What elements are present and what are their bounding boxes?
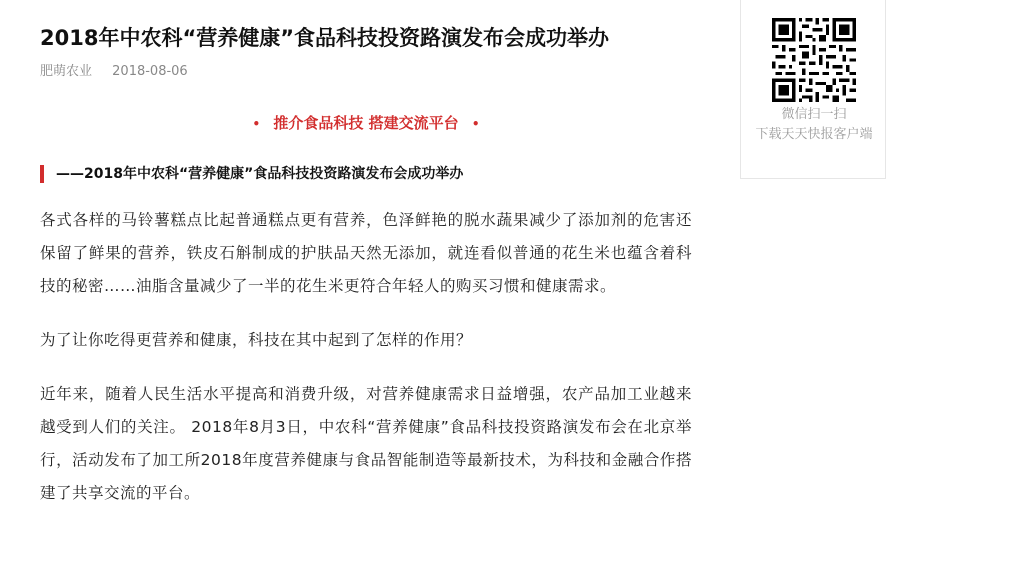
article-highlight xyxy=(40,112,692,134)
highlight-text: 推介食品科技 搭建交流平台 xyxy=(273,114,459,132)
bullet-dot-right: • xyxy=(471,117,480,131)
article-subheading xyxy=(40,164,692,184)
qr-download-panel xyxy=(740,0,886,179)
article-source[interactable]: 肥萌农业 xyxy=(40,64,93,79)
subheading-text: ——2018年中农科“营养健康”食品科技投资路演发布会成功举办 xyxy=(56,166,464,182)
article xyxy=(40,22,692,510)
article-date: 2018-08-06 xyxy=(112,64,188,79)
subheading-accent-bar xyxy=(40,165,44,183)
article-paragraph-1: 各式各样的马铃薯糕点比起普通糕点更有营养，色泽鲜艳的脱水蔬果减少了添加剂的危害还保留了鲜果的营养，铁皮石斛制成的护肤品天然无添加，就连看似普通的花生米也蕴含着科技的秘密……油脂含量减少了一半的花生米更符合年轻人的购买习惯和健康需求。 xyxy=(40,211,692,295)
article-paragraph-2: 为了让你吃得更营养和健康，科技在其中起到了怎样的作用？ xyxy=(40,331,473,349)
article-paragraph-3: 近年来，随着人民生活水平提高和消费升级，对营养健康需求日益增强，农产品加工业越来越受到人们的关注。 2018年8月3日，中农科“营养健康”食品科技投资路演发布会在北京举行，活动发布了加工所2018年度营养健康与食品智能制造等最新技术，为科技和金融合作搭建了共享交流的平台。 xyxy=(40,385,692,502)
qr-caption-download: 下载天天快报客户端 xyxy=(755,127,873,142)
article-title: 2018年中农科“营养健康”食品科技投资路演发布会成功举办 xyxy=(40,26,610,50)
article-meta xyxy=(40,62,692,82)
bullet-dot-left: • xyxy=(252,117,261,131)
qr-code-icon[interactable] xyxy=(772,18,856,102)
qr-caption-scan: 微信扫一扫 xyxy=(781,107,847,122)
